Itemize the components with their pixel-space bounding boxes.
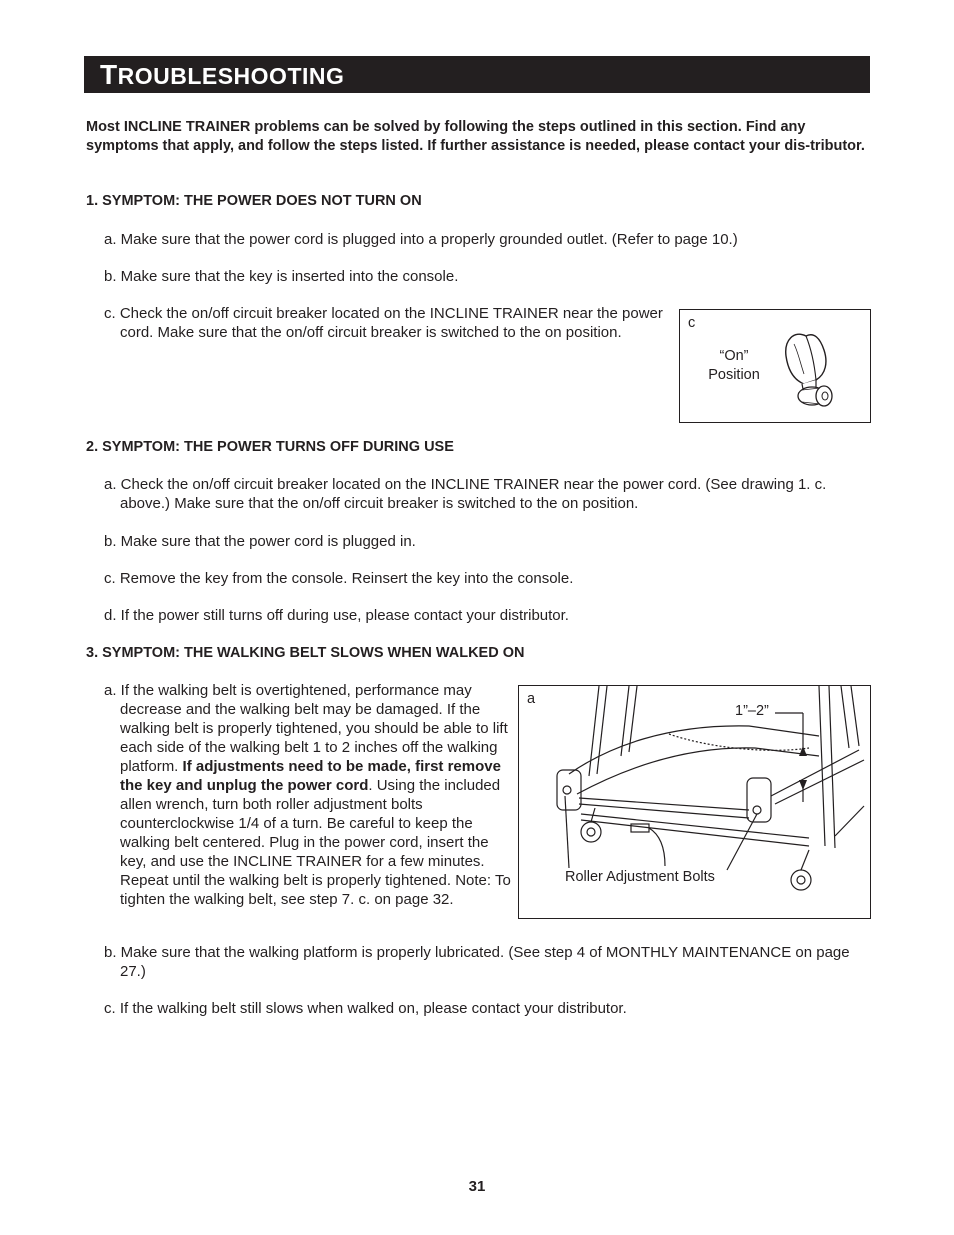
- on-label: “On”: [719, 348, 749, 364]
- roller-bolts-label: Roller Adjustment Bolts: [565, 869, 715, 885]
- symptom-2-step-d: d. If the power still turns off during use, please contact your distributor.: [104, 607, 569, 624]
- position-label: Position: [708, 367, 760, 383]
- page-number: 31: [468, 1178, 486, 1195]
- symptom-1-step-b: b. Make sure that the key is inserted into the console.: [104, 268, 459, 285]
- symptom-2-step-b: b. Make sure that the power cord is plugged in.: [104, 533, 416, 550]
- symptom-2-heading: 2. SYMPTOM: THE POWER TURNS OFF DURING USE: [86, 439, 454, 455]
- circuit-breaker-figure: [679, 309, 871, 423]
- symptom-3-step-b: b. Make sure that the walking platform is properly lubricated. (See step 4 of MONTHLY MAINTENANCE on page 27.): [104, 944, 850, 980]
- symptom-3-step-a: a. If the walking belt is overtightened, performance may decrease and the walking belt may be damaged. If the walking belt is properly tightened, you should be able to lift each side of the walking belt 1 to 2 inches off the walking platform. If adjustments need to be made, first remove the key and unplug the power cord. Using the included allen wrench, turn both roller adjustment bolts counterclockwise 1/4 of a turn. Be careful to keep the walking belt centered. Plug in the power cord, insert the key, and use the INCLINE TRAINER for a few minutes. Repeat until the walking belt is properly tightened. Note: To tighten the walking belt, see step 7. c. on page 32.: [104, 682, 511, 908]
- symptom-1-heading: 1. SYMPTOM: THE POWER DOES NOT TURN ON: [86, 193, 422, 209]
- intro-paragraph: Most INCLINE TRAINER problems can be solved by following the steps outlined in this section. Find any symptoms that apply, and follow the steps listed. If further assistance is needed, please contact your dis-tributor.: [86, 119, 865, 154]
- treadmill-belt-figure: [518, 685, 871, 919]
- symptom-1-step-a: a. Make sure that the power cord is plugged into a properly grounded outlet. (Refer to page 10.): [104, 231, 738, 248]
- symptom-1-step-c: c. Check the on/off circuit breaker located on the INCLINE TRAINER near the power cord. Make sure that the on/off circuit breaker is switched to the on position.: [104, 305, 663, 341]
- circuit-breaker-drawing: [776, 322, 846, 414]
- symptom-2-step-c: c. Remove the key from the console. Reinsert the key into the console.: [104, 570, 574, 587]
- figure-letter: a: [527, 691, 536, 707]
- symptom-2-step-a: a. Check the on/off circuit breaker located on the INCLINE TRAINER near the power cord. (See drawing 1. c. above.) Make sure that the on/off circuit breaker is switched to the on position.: [104, 476, 827, 512]
- treadmill-drawing: [519, 686, 870, 918]
- symptom-3-step-c: c. If the walking belt still slows when walked on, please contact your distributor.: [104, 1000, 627, 1017]
- symptom-3-heading: 3. SYMPTOM: THE WALKING BELT SLOWS WHEN WALKED ON: [86, 645, 525, 661]
- measure-label: 1”–2”: [735, 703, 769, 719]
- page-title: TROUBLESHOOTING: [100, 59, 345, 90]
- figure-letter: c: [688, 315, 696, 331]
